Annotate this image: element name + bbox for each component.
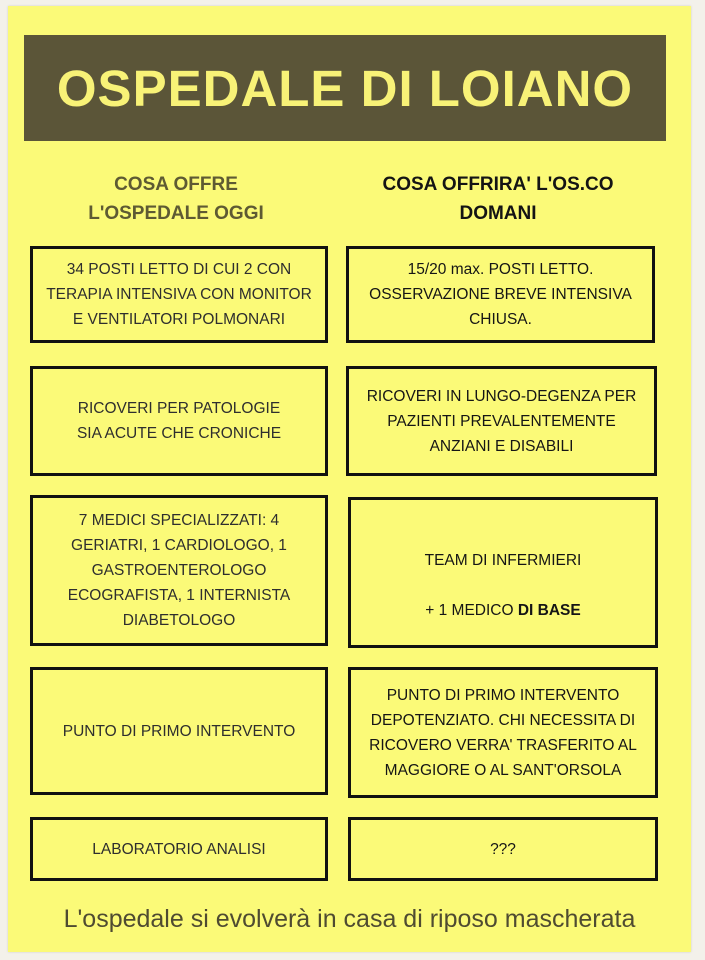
tomorrow-text: RICOVERI IN LUNGO-DEGENZA PER PAZIENTI PREVALENTEMENTE ANZIANI E DISABILI — [366, 387, 637, 455]
tomorrow-box-admissions — [346, 366, 657, 476]
tomorrow-box-first-aid — [348, 667, 658, 798]
footer-slogan: L'ospedale si evolverà in casa di riposo mascherata — [63, 905, 636, 933]
column-heading-today: COSA OFFRE L'OSPEDALE OGGI — [88, 174, 264, 224]
tomorrow-text: ??? — [490, 840, 516, 858]
today-text: PUNTO DI PRIMO INTERVENTO — [62, 722, 296, 740]
today-box-admissions — [30, 366, 328, 476]
today-box-doctors — [30, 495, 328, 646]
today-text: 34 POSTI LETTO DI CUI 2 CON TERAPIA INTENSIVA CON MONITOR E VENTILATORI POLMONARI — [46, 261, 312, 328]
today-box-beds — [30, 246, 328, 343]
tomorrow-box-beds — [346, 246, 655, 343]
tomorrow-text: PUNTO DI PRIMO INTERVENTO DEPOTENZIATO. CHI NECESSITA DI RICOVERO VERRA' TRASFERITO AL MAGGIORE O AL SANT'ORSOLA — [369, 686, 637, 779]
today-box-lab — [30, 817, 328, 881]
today-box-first-aid — [30, 667, 328, 795]
page-title: OSPEDALE DI LOIANO — [56, 59, 634, 117]
tomorrow-box-lab — [348, 817, 658, 881]
tomorrow-text: 15/20 max. POSTI LETTO. OSSERVAZIONE BREVE INTENSIVA CHIUSA. — [369, 261, 632, 328]
flyer-page — [8, 6, 691, 952]
today-text: RICOVERI PER PATOLOGIE SIA ACUTE CHE CRONICHE — [76, 400, 282, 442]
today-text: LABORATORIO ANALISI — [92, 840, 266, 858]
column-heading-tomorrow: COSA OFFRIRA' L'OS.CO DOMANI — [382, 174, 614, 224]
tomorrow-text: TEAM DI INFERMIERI + 1 MEDICO DI BASE — [424, 551, 582, 619]
tomorrow-box-doctors — [348, 497, 658, 648]
today-text: 7 MEDICI SPECIALIZZATI: 4 GERIATRI, 1 CARDIOLOGO, 1 GASTROENTEROLOGO ECOGRAFISTA, 1 INTERNISTA DIABETOLOGO — [67, 512, 291, 629]
title-banner — [24, 35, 666, 141]
